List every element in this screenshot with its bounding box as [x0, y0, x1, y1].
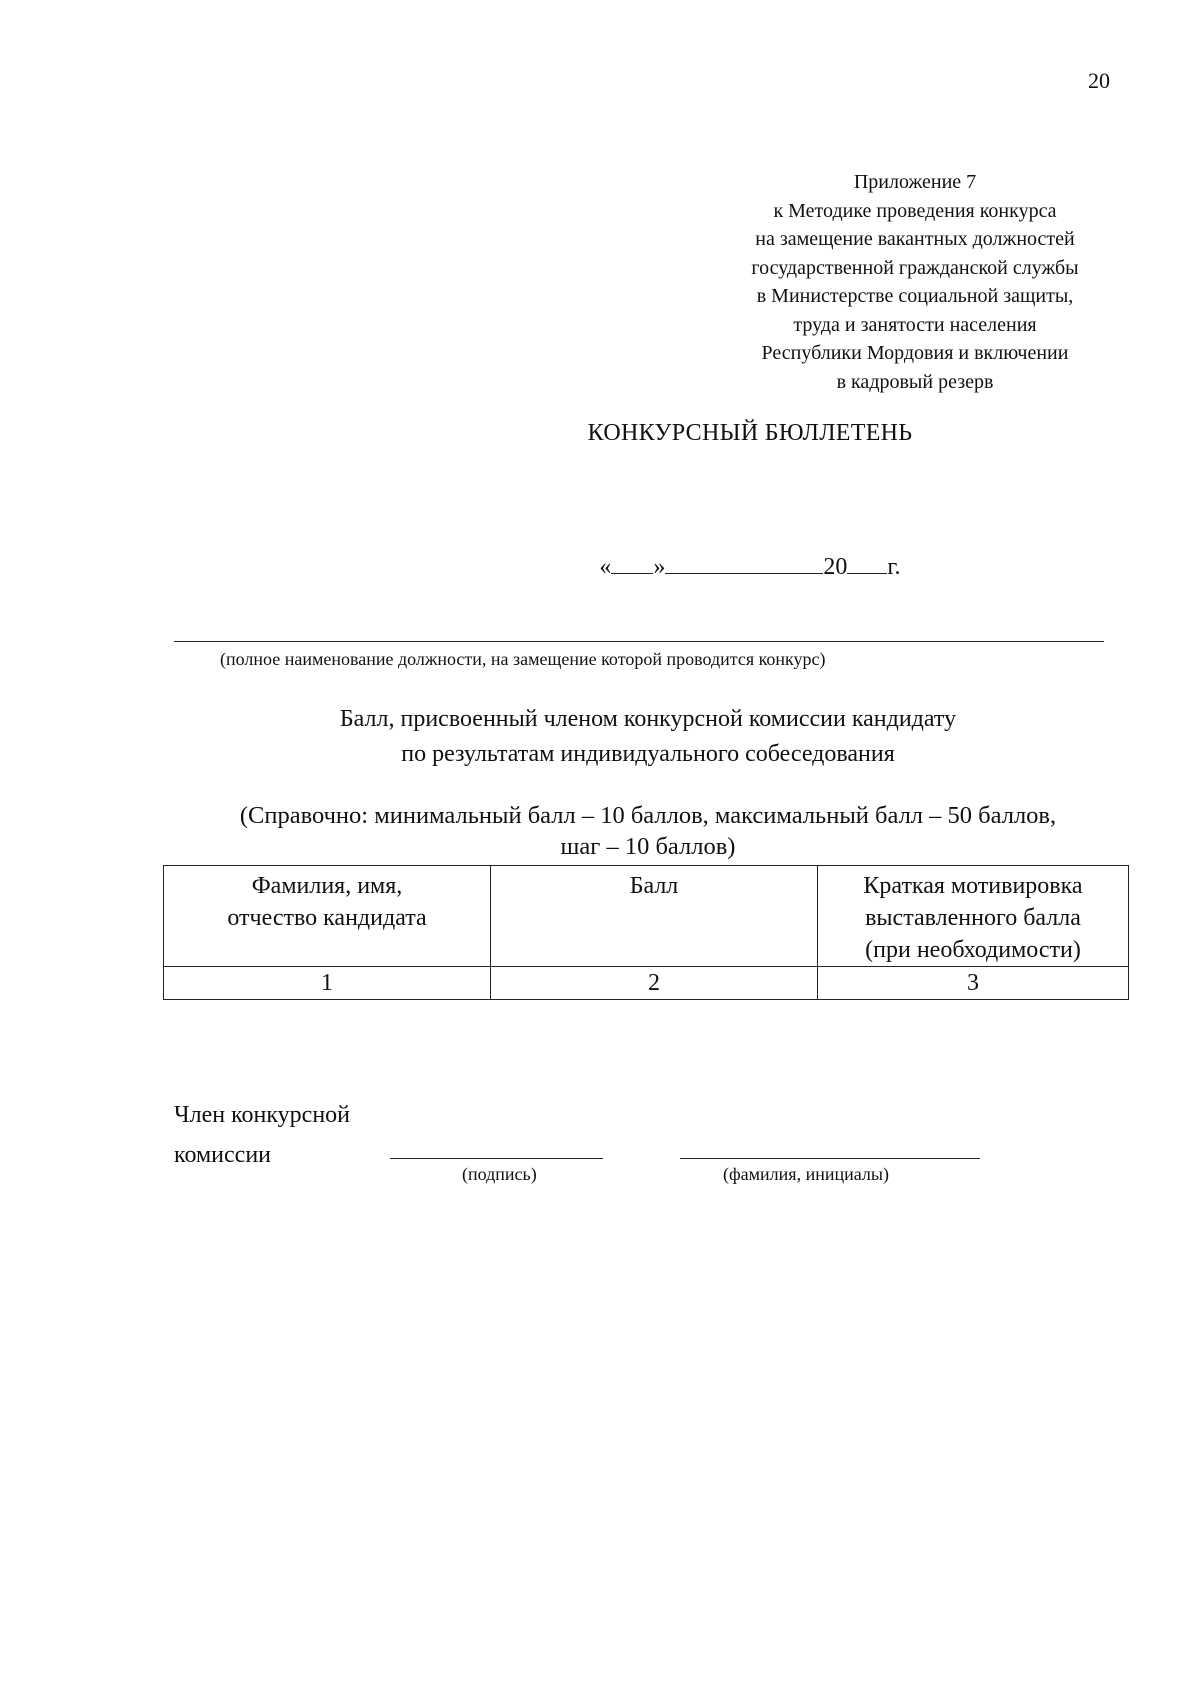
column-number: 2: [491, 967, 818, 1000]
header-line: отчество кандидата: [227, 905, 427, 931]
table-row: [164, 967, 1129, 1000]
reference-line: (Справочно: минимальный балл – 10 баллов, максимальный балл – 50 баллов,: [239, 802, 1057, 829]
column-number: 1: [164, 967, 491, 1000]
appendix-line: Республики Мордовия и включении: [761, 342, 1069, 364]
score-table: [163, 865, 1129, 1000]
member-label-line: комиссии: [174, 1142, 272, 1168]
signature-caption: (подпись): [462, 1164, 537, 1184]
commission-member-label: [174, 1095, 350, 1175]
table-header-row: [164, 866, 1129, 967]
signature-blank-line: [390, 1158, 603, 1159]
year-suffix: г.: [887, 554, 901, 580]
appendix-line: Приложение 7: [853, 171, 977, 193]
appendix-line: к Методике проведения конкурса: [773, 199, 1057, 222]
reference-note: [0, 800, 1200, 862]
day-blank: [611, 551, 653, 574]
appendix-line: труда и занятости населения: [793, 313, 1037, 336]
document-title: КОНКУРСНЫЙ БЮЛЛЕТЕНЬ: [587, 420, 913, 446]
appendix-line: на замещение вакантных должностей: [755, 228, 1075, 250]
page-number: 20: [1088, 68, 1110, 93]
header-candidate-name: [164, 866, 491, 967]
year-prefix: 20: [823, 554, 848, 580]
name-blank-line: [680, 1158, 980, 1159]
header-score: [491, 866, 818, 967]
column-number: 3: [818, 967, 1129, 1000]
header-line: Краткая мотивировка: [863, 873, 1083, 899]
appendix-line: в Министерстве социальной защиты,: [756, 285, 1074, 307]
month-blank: [665, 551, 823, 574]
appendix-line: в кадровый резерв: [836, 370, 994, 393]
header-line: Балл: [629, 873, 679, 899]
year-blank: [847, 551, 887, 574]
score-heading-line: Балл, присвоенный членом конкурсной комиссии кандидату: [339, 706, 957, 732]
name-caption: (фамилия, инициалы): [723, 1164, 889, 1184]
header-line: (при необходимости): [865, 937, 1081, 963]
date-close-quote: »: [653, 554, 666, 580]
appendix-block: [700, 168, 1130, 396]
date-line: [0, 551, 1200, 581]
date-open-quote: «: [599, 554, 612, 580]
header-line: Фамилия, имя,: [251, 873, 403, 899]
header-line: выставленного балла: [865, 905, 1081, 931]
score-heading-line: по результатам индивидуального собеседования: [401, 741, 895, 767]
header-motivation: [818, 866, 1129, 967]
reference-line: шаг – 10 баллов): [560, 833, 736, 860]
position-blank-line: [174, 641, 1104, 642]
appendix-line: государственной гражданской службы: [751, 256, 1079, 279]
position-caption: (полное наименование должности, на замещение которой проводится конкурс): [220, 649, 826, 669]
member-label-line: Член конкурсной: [174, 1102, 351, 1128]
score-heading: [0, 702, 1200, 772]
